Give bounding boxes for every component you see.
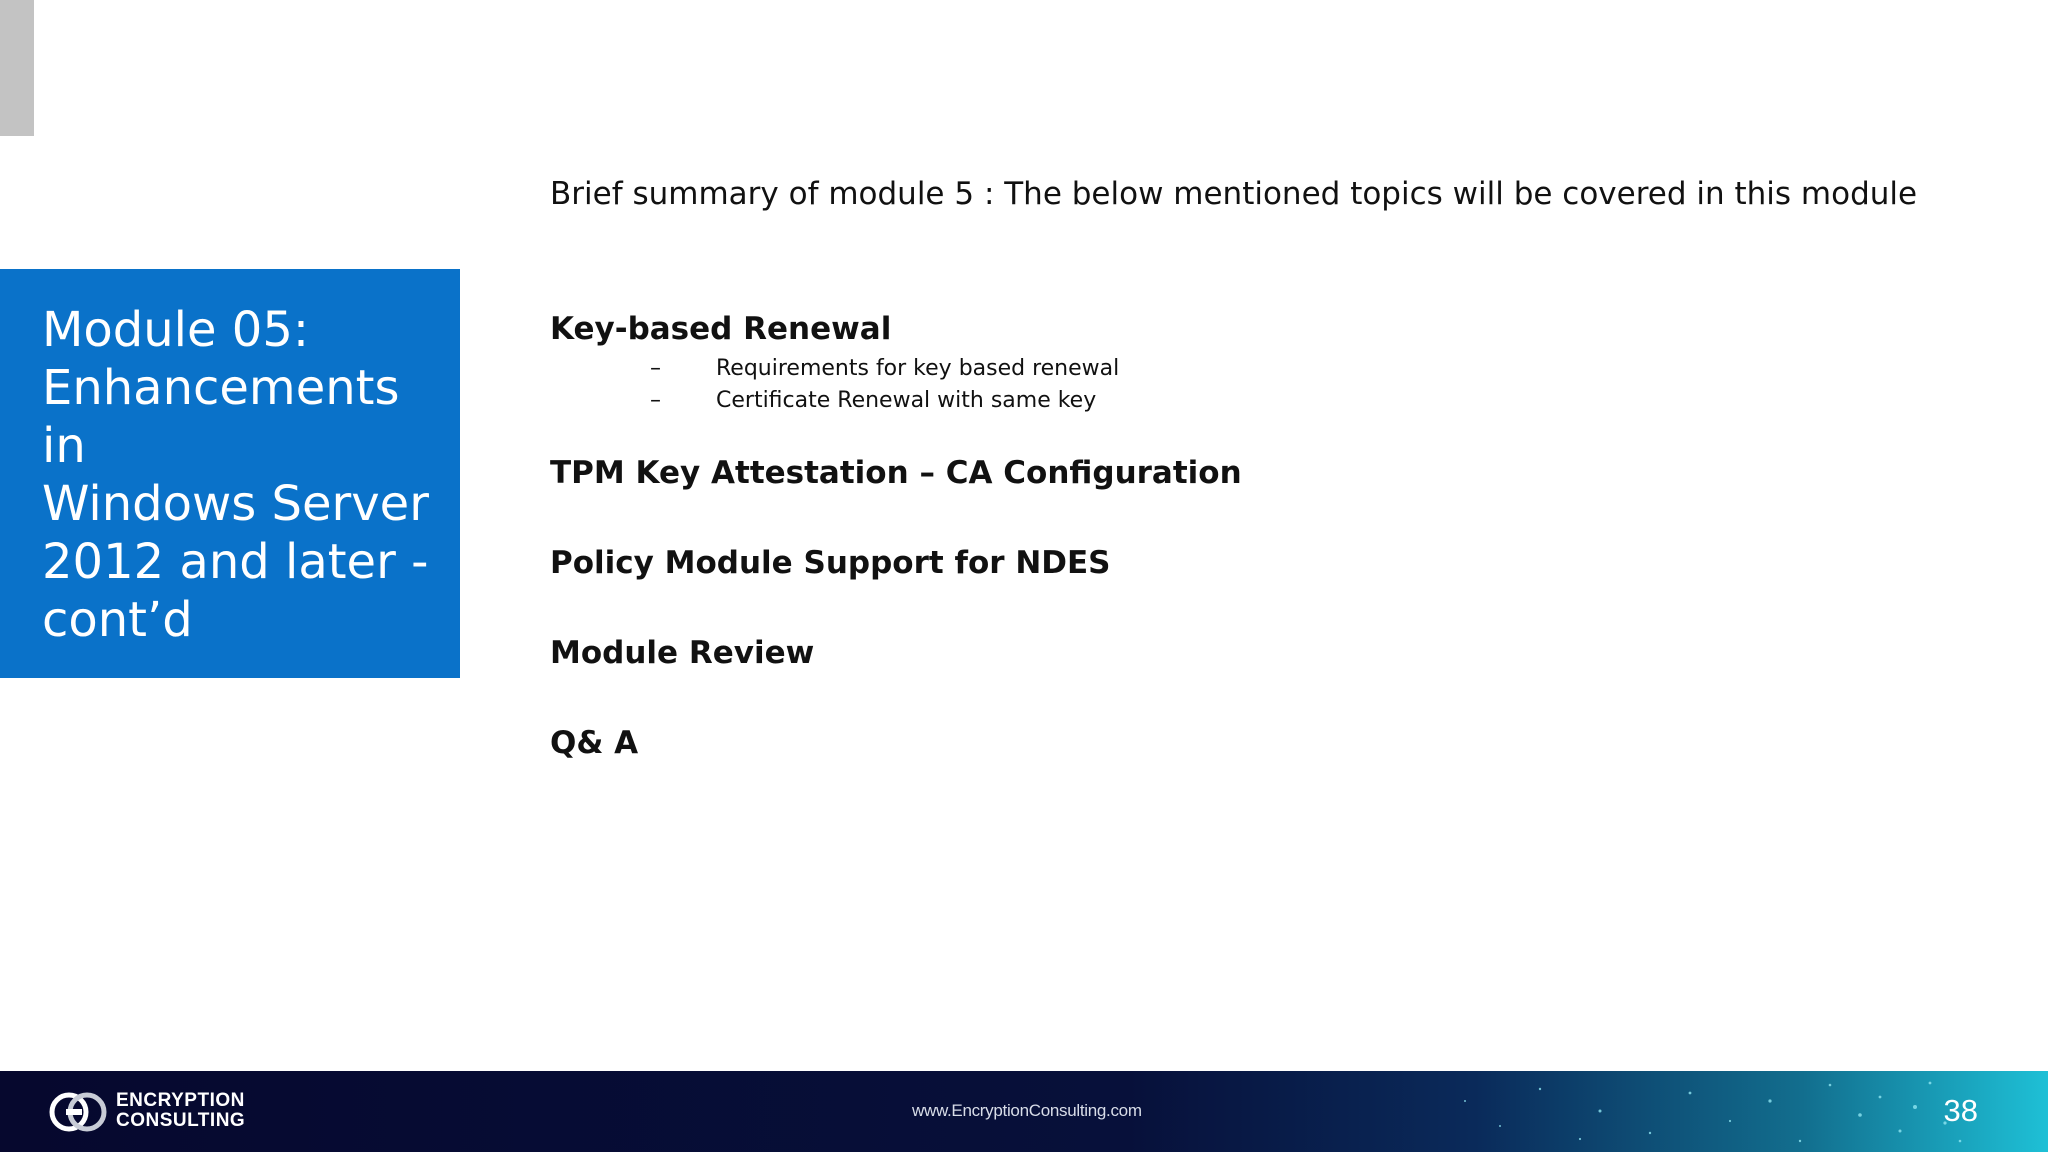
topic-heading-key-based-renewal: Key-based Renewal bbox=[550, 311, 892, 347]
encryption-consulting-logo-icon bbox=[48, 1091, 108, 1133]
summary-text: Brief summary of module 5 : The below mentioned topics will be covered in this module bbox=[550, 176, 1918, 212]
logo-text: ENCRYPTION CONSULTING bbox=[116, 1090, 246, 1131]
page-number: 38 bbox=[1943, 1093, 1978, 1128]
dash-bullet: – bbox=[650, 388, 661, 413]
slide-title: Module 05: Enhancements in Windows Server 2012 and later - cont’d bbox=[42, 302, 429, 648]
title-box bbox=[0, 269, 460, 678]
topic-heading-qa: Q& A bbox=[550, 725, 639, 761]
dash-bullet: – bbox=[650, 356, 661, 381]
sub-item bbox=[650, 388, 1096, 413]
topic-heading-tpm: TPM Key Attestation – CA Configuration bbox=[550, 455, 1242, 491]
website-url: www.EncryptionConsulting.com bbox=[912, 1101, 1142, 1120]
sub-item-label: Certificate Renewal with same key bbox=[716, 388, 1097, 413]
corner-tab bbox=[0, 0, 34, 136]
sub-item-label: Requirements for key based renewal bbox=[716, 356, 1120, 381]
footer-bar bbox=[0, 1071, 2048, 1152]
topic-heading-module-review: Module Review bbox=[550, 635, 815, 671]
topic-heading-policy-module: Policy Module Support for NDES bbox=[550, 545, 1111, 581]
sub-item bbox=[650, 356, 1119, 381]
company-logo bbox=[48, 1090, 246, 1133]
